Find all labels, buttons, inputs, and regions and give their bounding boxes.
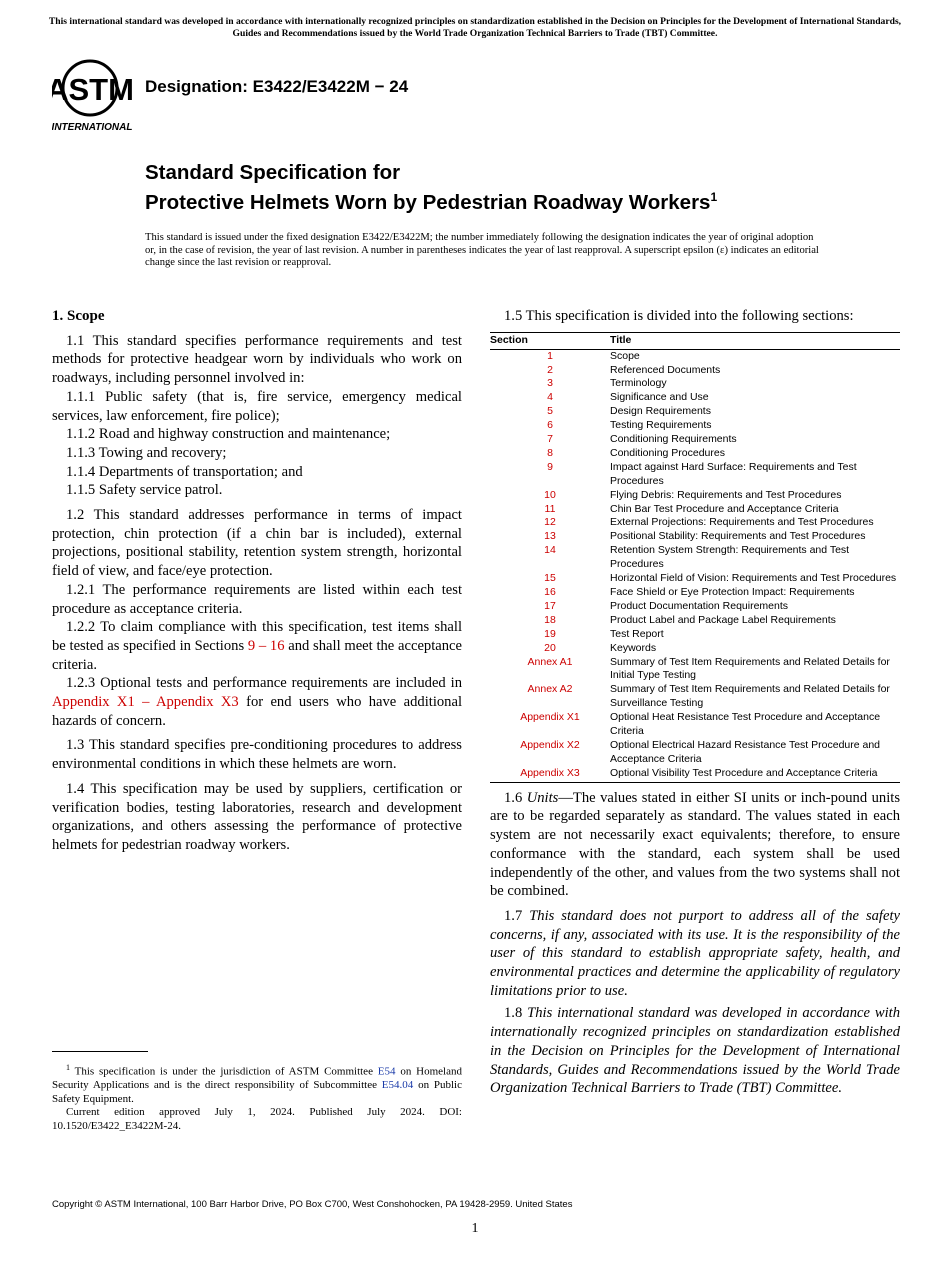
table-row xyxy=(490,419,900,433)
appendix-link[interactable]: Appendix X1 – Appendix X3 xyxy=(52,694,239,711)
title-footnote-mark[interactable]: 1 xyxy=(710,190,718,204)
table-row xyxy=(490,405,900,419)
table-row xyxy=(490,739,900,767)
para-1-1: 1.1 This standard specifies performance requirements and test methods for protective headgear worn by individuals who work on roadways, including personnel involved in: xyxy=(52,332,462,387)
section-title: Retention System Strength: Requirements and Test Procedures xyxy=(610,544,850,571)
table-row xyxy=(490,447,900,461)
section-title: Face Shield or Eye Protection Impact: Requirements xyxy=(610,586,855,599)
section-title: Significance and Use xyxy=(610,391,709,404)
table-row xyxy=(490,461,900,489)
table-row xyxy=(490,656,900,684)
table-row xyxy=(490,433,900,447)
section-title: External Projections: Requirements and Test Procedures xyxy=(610,516,874,529)
table-row xyxy=(490,767,900,782)
section-number-link[interactable]: 19 xyxy=(544,627,556,640)
table-row xyxy=(490,544,900,572)
section-title: Conditioning Requirements xyxy=(610,433,737,446)
sections-table xyxy=(490,332,900,783)
table-row xyxy=(490,586,900,600)
section-title: Positional Stability: Requirements and Test Procedures xyxy=(610,530,866,543)
section-title: Referenced Documents xyxy=(610,363,721,376)
table-header-section: Section xyxy=(490,332,610,349)
section-number-link[interactable]: 18 xyxy=(544,613,556,626)
table-row xyxy=(490,349,900,363)
section-number-link[interactable]: 11 xyxy=(544,502,556,515)
table-row xyxy=(490,572,900,586)
table-row xyxy=(490,683,900,711)
section-number-link[interactable]: 13 xyxy=(544,530,556,543)
section-number-link[interactable]: 16 xyxy=(544,586,556,599)
footnote-edition: Current edition approved July 1, 2024. Published July 2024. DOI: 10.1520/E3422_E3422M-24. xyxy=(52,1106,462,1133)
para-1-4: 1.4 This specification may be used by suppliers, certification or verification bodies, testing laboratories, research and development organizations, and others assessing the performance of protective helmets for pedestrian roadway workers. xyxy=(52,780,462,853)
table-row xyxy=(490,628,900,642)
section-title: Testing Requirements xyxy=(610,419,712,432)
para-1-2-1: 1.2.1 The performance requirements are listed within each test procedure as acceptance criteria. xyxy=(52,581,462,617)
footnote xyxy=(52,1061,462,1134)
section-number-link[interactable]: Appendix X3 xyxy=(520,766,580,779)
top-notice: This international standard was developed in accordance with internationally recognized principles on standardization established in the Decision on Principles for the Development of International Standards, Guides and Recommendations issued by the World Trade Organization Technical Barriers to Trade (TBT) Committee. xyxy=(48,16,902,39)
table-header-title: Title xyxy=(610,332,900,349)
table-row xyxy=(490,530,900,544)
astm-logo xyxy=(52,56,136,132)
section-number-link[interactable]: 17 xyxy=(544,599,556,612)
footnote-divider xyxy=(52,1051,148,1052)
section-title: Conditioning Procedures xyxy=(610,446,725,459)
left-column xyxy=(52,307,462,855)
section-title: Design Requirements xyxy=(610,405,711,418)
table-row xyxy=(490,642,900,656)
table-row xyxy=(490,391,900,405)
section-number-link[interactable]: 7 xyxy=(547,433,553,446)
para-1-1-1: 1.1.1 Public safety (that is, fire service, emergency medical services, law enforcement, fire police); xyxy=(52,388,462,424)
title-line-1: Standard Specification for xyxy=(145,161,401,184)
section-number-link[interactable]: 4 xyxy=(547,391,553,404)
sections-link[interactable]: 9 – 16 xyxy=(247,637,285,654)
para-1-5: 1.5 This specification is divided into the following sections: xyxy=(504,308,854,324)
section-title: Test Report xyxy=(610,627,664,640)
section-title: Terminology xyxy=(610,377,667,390)
para-1-2-3: 1.2.3 Optional tests and performance requirements are included in Appendix X1 – Appendix X3 for end users who have additional hazards of concern. xyxy=(52,675,462,729)
designation: Designation: E3422/E3422M − 24 xyxy=(145,77,409,96)
section-title: Horizontal Field of Vision: Requirements and Test Procedures xyxy=(610,572,897,585)
section-title: Product Documentation Requirements xyxy=(610,599,789,612)
section-number-link[interactable]: 2 xyxy=(547,363,553,376)
table-row xyxy=(490,364,900,378)
section-number-link[interactable]: 6 xyxy=(547,419,553,432)
section-heading-scope: 1. Scope xyxy=(52,308,105,324)
astm-logo-icon xyxy=(52,56,136,132)
para-1-2: 1.2 This standard addresses performance in terms of impact protection, chin protection (if a chin bar is included), external projections, positional stability, retention system strength, horizontal field of view, and face/eye protection. xyxy=(52,507,462,580)
section-title: Summary of Test Item Requirements and Related Details for Surveillance Testing xyxy=(610,683,890,710)
section-title: Product Label and Package Label Requirements xyxy=(610,613,836,626)
para-1-1-2: 1.1.2 Road and highway construction and maintenance; xyxy=(66,426,391,443)
issuance-note: This standard is issued under the fixed designation E3422/E3422M; the number immediately following the designation indicates the year of original adoption or, in the case of revision, the year of last revision. A number in parentheses indicates the year of last reapproval. A superscript epsilon (ε) indicates an editorial change since the last revision or reapproval. xyxy=(145,232,819,269)
section-title: Flying Debris: Requirements and Test Procedures xyxy=(610,488,842,501)
logo-subtext: INTERNATIONAL xyxy=(52,122,133,132)
section-number-link[interactable]: 1 xyxy=(547,349,553,362)
section-number-link[interactable]: 5 xyxy=(547,405,553,418)
para-1-1-5: 1.1.5 Safety service patrol. xyxy=(66,482,223,499)
section-number-link[interactable]: Annex A1 xyxy=(527,655,573,668)
table-row xyxy=(490,377,900,391)
para-1-6: 1.6 Units—The values stated in either SI units or inch-pound units are to be regarded separately as standard. The values stated in each system are not necessarily exact equivalents; therefore, to ensure conformance with the standard, each system shall be used independently of the other, and values from the two systems shall not be combined. xyxy=(490,789,900,900)
table-row xyxy=(490,600,900,614)
section-number-link[interactable]: 15 xyxy=(544,572,556,585)
committee-link[interactable]: E54 xyxy=(377,1065,396,1078)
title-line-2: Protective Helmets Worn by Pedestrian Roadway Workers$^1$ xyxy=(145,190,718,214)
section-title: Summary of Test Item Requirements and Related Details for Initial Type Testing xyxy=(610,655,890,682)
section-title: Scope xyxy=(610,349,640,362)
para-1-7: 1.7 This standard does not purport to address all of the safety concerns, if any, associated with its use. It is the responsibility of the user of this standard to establish appropriate safety, health, and environmental practices and determine the applicability of regulatory limitations prior to use. xyxy=(490,907,900,999)
section-number-link[interactable]: 14 xyxy=(544,544,556,557)
page-number: 1 xyxy=(471,1221,479,1236)
section-number-link[interactable]: Annex A2 xyxy=(527,683,573,696)
subcommittee-link[interactable]: E54.04 xyxy=(381,1079,414,1092)
table-row xyxy=(490,711,900,739)
section-title: Keywords xyxy=(610,641,657,654)
table-row xyxy=(490,614,900,628)
para-1-1-4: 1.1.4 Departments of transportation; and xyxy=(66,463,303,480)
section-title: Optional Heat Resistance Test Procedure and Acceptance Criteria xyxy=(610,711,881,738)
section-number-link[interactable]: 12 xyxy=(544,516,556,529)
copyright-line: Copyright © ASTM International, 100 Barr Harbor Drive, PO Box C700, West Conshohocken, PA 19428-2959. United States xyxy=(52,1199,573,1210)
logo-letters: ASTM xyxy=(52,72,134,107)
document-title xyxy=(145,160,717,215)
section-title: Optional Visibility Test Procedure and Acceptance Criteria xyxy=(610,766,878,779)
section-number-link[interactable]: 9 xyxy=(547,460,553,473)
section-number-link[interactable]: 20 xyxy=(544,641,556,654)
para-1-8: 1.8 This international standard was developed in accordance with internationally recognized principles on standardization established in the Decision on Principles for the Development of International Standards, Guides and Recommendations issued by the World Trade Organization Technical Barriers to Trade (TBT) Committee. xyxy=(490,1005,901,1097)
table-row xyxy=(490,503,900,517)
section-title: Impact against Hard Surface: Requirements and Test Procedures xyxy=(610,460,857,487)
section-number-link[interactable]: 10 xyxy=(544,488,556,501)
sections-table-body xyxy=(490,349,900,782)
footnote-jurisdiction: $^1$ This specification is under the jurisdiction of ASTM Committee E54 on Homeland Security Applications and is the direct responsibility of Subcommittee E54.04 on Public Safety Equipment. xyxy=(52,1063,462,1105)
section-title: Chin Bar Test Procedure and Acceptance Criteria xyxy=(610,502,839,515)
section-number-link[interactable]: Appendix X1 xyxy=(520,711,580,724)
right-column xyxy=(490,307,900,1098)
section-title: Optional Electrical Hazard Resistance Test Procedure and Acceptance Criteria xyxy=(610,738,881,765)
section-number-link[interactable]: 8 xyxy=(547,446,553,459)
para-1-3: 1.3 This standard specifies pre-conditioning procedures to address environmental conditions in which these helmets are worn. xyxy=(52,737,462,773)
para-1-1-3: 1.1.3 Towing and recovery; xyxy=(66,444,227,461)
section-number-link[interactable]: 3 xyxy=(547,377,553,390)
table-row xyxy=(490,489,900,503)
para-1-2-2: 1.2.2 To claim compliance with this specification, test items shall be tested as specified in Sections 9 – 16 and shall meet the acceptance criteria. xyxy=(52,619,462,673)
table-row xyxy=(490,516,900,530)
section-number-link[interactable]: Appendix X2 xyxy=(520,738,580,751)
